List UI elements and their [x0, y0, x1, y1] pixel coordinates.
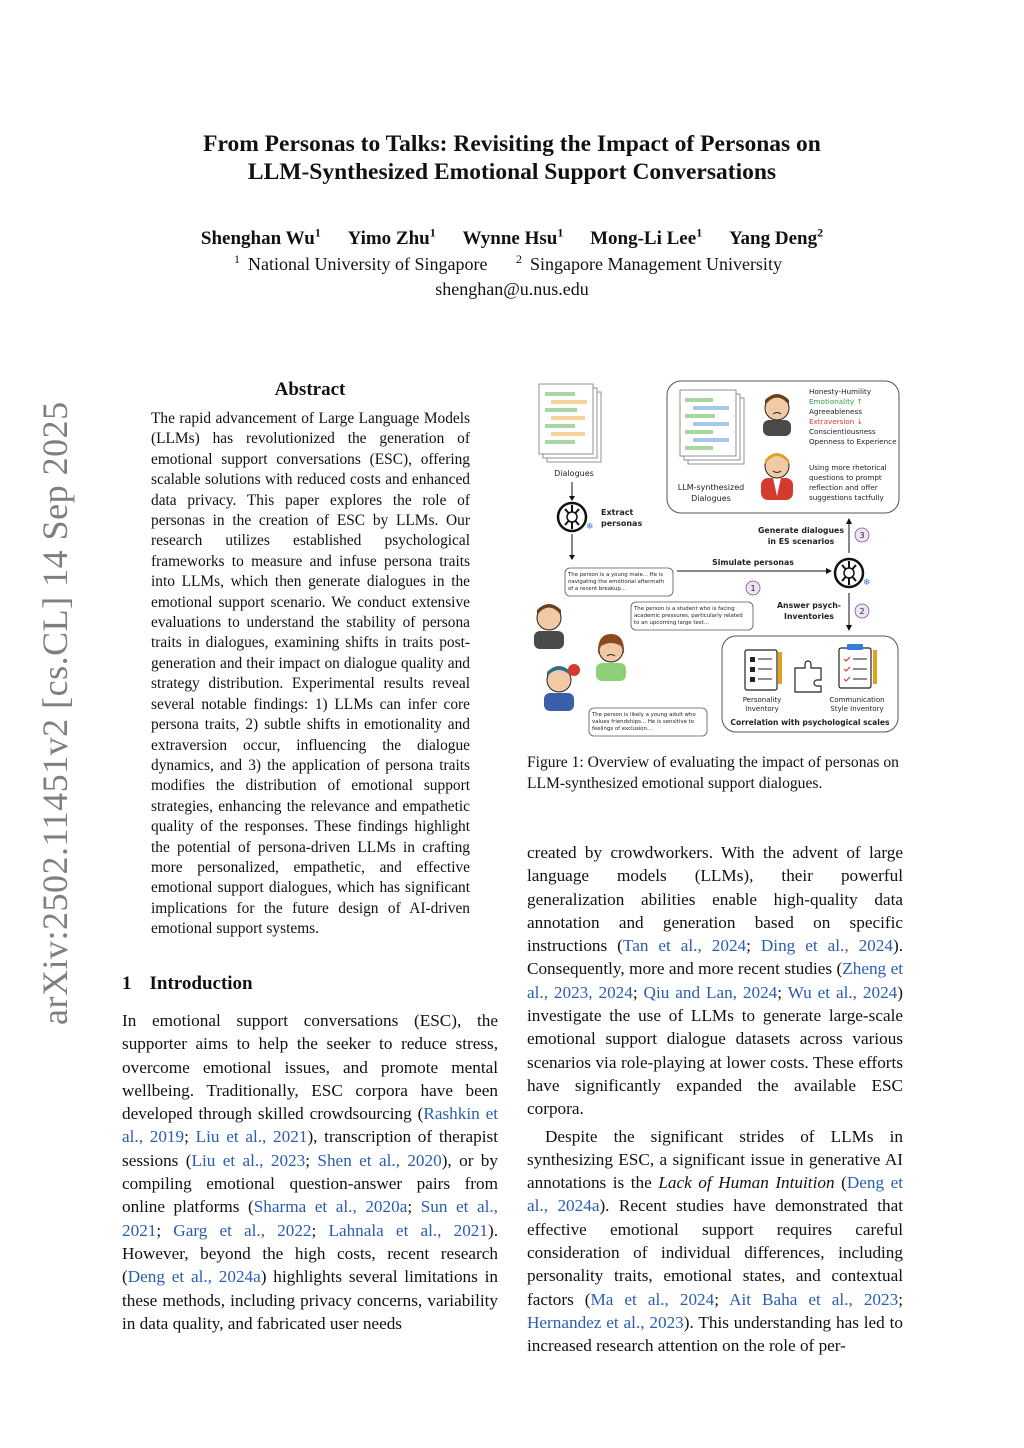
- citation-link[interactable]: Tan et al., 2024: [622, 936, 747, 956]
- trait-3: Agreeableness: [809, 407, 862, 416]
- author: Yang Deng$^2$: [728, 225, 824, 249]
- citation-link[interactable]: Ding et al., 2024: [760, 936, 893, 956]
- svg-text:The person is a young male...: The person is a young male... He is: [568, 572, 664, 578]
- personality-inventory-icon: [745, 650, 782, 690]
- author: Yimo Zhu$^1$: [347, 225, 436, 249]
- author-list: [0, 225, 1024, 250]
- trait-1: Honesty-Humility: [809, 387, 872, 396]
- dialogues-label: Dialogues: [554, 469, 594, 478]
- strategy-line-4: suggestions tactfully: [809, 493, 884, 502]
- svg-text:of a recent breakup...: of a recent breakup...: [568, 586, 626, 592]
- svg-text:❄: ❄: [863, 577, 871, 587]
- intro-paragraph: In emotional support conversations (ESC), the supporter aims to help the seeker to reduce stress, overcome emotional issues, and promote mental wellbeing. Traditionally, ESC corpora have been developed through skilled crowdsourcing (Rashkin et al., 2019; Liu et al., 2021), transcription of therapist sessions (Liu et al., 2023; Shen et al., 2020), or by compiling emotional question-answer pairs from online platforms (Sharma et al., 2020a; Sun et al., 2021; Garg et al., 2022; Lahnala et al., 2021). However, beyond the high costs, recent research (Deng et al., 2024a) highlights several limitations in these methods, including privacy concerns, variability in data quality, and fabricated user needs: [122, 1011, 499, 1333]
- abstract-body: The rapid advancement of Large Language Models (LLMs) has revolutionized the generation of emotional support conversations (ESC), offering scalable solutions with reduced costs and enhanced data privacy. This paper explores the role of personas in the creation of ESC by LLMs. Our research utilizes established psychological frameworks to measure and infuse persona traits into LLMs, which then generate dialogues in the emotional support scenario. We conduct extensive evaluations to understand the stability of persona traits in dialogues, examining shifts in traits post-generation and their impact on dialogue quality and strategy distribution. Experimental results reveal several notable findings: 1) LLMs can infer core persona traits, 2) subtle shifts in emotionality and extraversion occur, influencing the dialogue dynamics, and 3) the application of persona traits modifies the distribution of emotional support strategies, enhancing the relevance and empathetic quality of the responses. These findings highlight the potential of persona-driven LLMs in crafting more personalized, empathetic, and effective emotional support dialogues, which has significant implications for the future design of AI-driven emotional support systems.: [151, 410, 470, 938]
- svg-text:❄: ❄: [586, 521, 594, 531]
- synth-label-2: Dialogues: [691, 494, 731, 503]
- figure-1-diagram: [527, 378, 905, 738]
- citation-link[interactable]: Qiu and Lan, 2024: [643, 982, 778, 1002]
- author: Shenghan Wu$^1$: [200, 225, 321, 249]
- strategy-line-3: reflection and offer: [809, 483, 878, 492]
- answer-label-1: Answer psych-: [777, 601, 841, 610]
- citation-link[interactable]: Sharma et al., 2020a: [253, 1197, 408, 1217]
- intro-paragraph: Despite the significant strides of LLMs in synthesizing ESC, a significant issue in generative AI annotations is the Lack of Human Intuition (Deng et al., 2024a). Recent studies have demonstrated that effective emotional support requires careful consideration of individual differences, including personality traits, emotional states, and contextual factors (Ma et al., 2024; Ait Baha et al., 2023; Hernandez et al., 2023). This understanding has led to increased research attention on the role of per-: [527, 1126, 903, 1356]
- inv1-label-1: Personality: [742, 696, 782, 704]
- section-heading: [122, 973, 253, 995]
- svg-text:navigating the emotional after: navigating the emotional aftermath: [568, 579, 665, 585]
- citation-link[interactable]: Zheng et al., 2023, 2024: [527, 959, 903, 1002]
- llm-logo-icon: [835, 559, 871, 587]
- svg-text:to an upcoming large test...: to an upcoming large test...: [634, 620, 709, 626]
- section-title: Introduction: [149, 973, 253, 994]
- svg-text:feelings of exclusion...: feelings of exclusion...: [592, 726, 653, 732]
- affiliation: $^2$ Singapore Management University: [516, 252, 782, 274]
- inv1-label-2: Inventory: [745, 705, 779, 713]
- author: Wynne Hsu$^1$: [462, 225, 564, 249]
- citation-link[interactable]: Garg et al., 2022: [173, 1220, 312, 1240]
- llm-logo-icon: [558, 503, 594, 531]
- citation-link[interactable]: Rashkin et al., 2019: [122, 1104, 498, 1147]
- citation-link[interactable]: Liu et al., 2023: [191, 1150, 306, 1170]
- inv2-label-1: Communication: [829, 696, 885, 704]
- trait-6: Openness to Experience: [809, 437, 897, 446]
- citation-link[interactable]: Hernandez et al., 2023: [527, 1312, 684, 1332]
- dialogues-doc-stack-icon: [539, 384, 601, 462]
- simulate-label: Simulate personas: [712, 558, 794, 567]
- figure-1: [527, 378, 905, 738]
- strategy-line-2: questions to prompt: [809, 473, 882, 482]
- citation-link[interactable]: Shen et al., 2020: [317, 1150, 442, 1170]
- abstract-heading: Abstract: [274, 379, 346, 400]
- citation-link[interactable]: Sun et al., 2021: [122, 1197, 498, 1240]
- synth-label-1: LLM-synthesized: [677, 483, 745, 492]
- extract-label-1: Extract: [601, 508, 634, 517]
- intro-column-left: [122, 1009, 498, 1335]
- citation-link[interactable]: Wu et al., 2024: [787, 982, 898, 1002]
- title-line-1: From Personas to Talks: Revisiting the Impact of Personas on: [203, 131, 821, 157]
- arxiv-identifier: arXiv:2502.11451v2 [cs.CL] 14 Sep 2025: [35, 401, 75, 1025]
- step-3-number: 3: [859, 531, 865, 540]
- svg-text:academic pressures, particular: academic pressures, particularly related: [634, 613, 743, 619]
- citation-link[interactable]: Deng et al., 2024a: [527, 1173, 903, 1216]
- generate-label-1: Generate dialogues: [758, 526, 844, 535]
- emphasis: Lack of Human Intuition: [658, 1173, 835, 1193]
- communication-inventory-icon: [839, 644, 877, 688]
- paper-title: [0, 130, 1024, 186]
- trait-4: Extraversion ↓: [809, 417, 863, 426]
- citation-link[interactable]: Lahnala et al., 2021: [328, 1220, 488, 1240]
- author: Mong-Li Lee$^1$: [590, 225, 703, 249]
- citation-link[interactable]: Liu et al., 2021: [195, 1127, 308, 1147]
- intro-column-right: [527, 841, 903, 1358]
- svg-text:The person is likely a young a: The person is likely a young adult who: [592, 712, 696, 718]
- citation-link[interactable]: Ait Baha et al., 2023: [729, 1289, 899, 1309]
- citation-link[interactable]: Deng et al., 2024a: [127, 1267, 261, 1287]
- title-line-2: LLM-Synthesized Emotional Support Conversations: [247, 159, 777, 185]
- affiliation: $^1$ National University of Singapore: [234, 252, 488, 274]
- answer-label-2: Inventories: [784, 612, 834, 621]
- correlation-label: Correlation with psychological scales: [730, 718, 890, 727]
- trait-2: Emotionality ↑: [809, 397, 863, 406]
- synth-doc-stack-icon: [680, 390, 744, 464]
- student-icon: [596, 634, 626, 681]
- step-1-number: 1: [750, 584, 756, 593]
- svg-text:values friendships... He is se: values friendships... He is sensitive to: [592, 719, 695, 725]
- trait-5: Conscientiousness: [809, 427, 876, 436]
- generate-label-2: in ES scenarios: [767, 537, 835, 546]
- author-email[interactable]: shenghan@u.nus.edu: [435, 279, 589, 299]
- young-male-icon: [534, 604, 564, 649]
- affiliations: [0, 254, 1024, 275]
- section-number: 1: [122, 973, 132, 994]
- inv2-label-2: Style Inventory: [830, 705, 884, 713]
- figure-caption: Figure 1: Overview of evaluating the impact of personas on LLM-synthesized emotional support dialogues.: [527, 754, 899, 792]
- extract-label-2: personas: [601, 519, 643, 528]
- svg-text:The person is a student who is: The person is a student who is facing: [634, 606, 735, 612]
- intro-paragraph: created by crowdworkers. With the advent of large language models (LLMs), their powerful generalization abilities enable high-quality data annotation and generation based on specific instructions (Tan et al., 2024; Ding et al., 2024). Consequently, more and more recent studies (Zheng et al., 2023, 2024; Qiu and Lan, 2024; Wu et al., 2024) investigate the use of LLMs to generate large-scale emotional support dialogue datasets across various scenarios via role-playing at lower costs. These efforts have significantly expanded the available ESC corpora.: [527, 843, 903, 1119]
- strategy-line-1: Using more rhetorical: [809, 463, 887, 472]
- young-adult-icon: [544, 664, 580, 711]
- sad-person-icon: [763, 394, 791, 436]
- citation-link[interactable]: Ma et al., 2024: [590, 1289, 715, 1309]
- step-2-number: 2: [859, 607, 865, 616]
